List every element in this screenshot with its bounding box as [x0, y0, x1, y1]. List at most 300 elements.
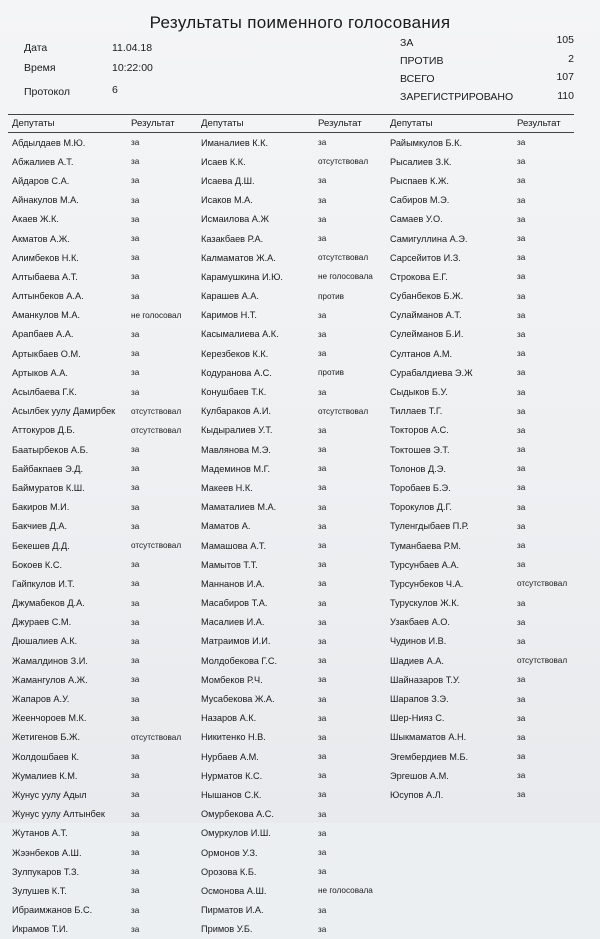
vote-result: за: [131, 828, 140, 838]
vote-result: отсутствовал: [318, 157, 369, 167]
deputy-name: Акаев Ж.К.: [12, 214, 59, 225]
total-value: 107: [556, 71, 574, 83]
vote-result: за: [131, 445, 140, 455]
vote-result: за: [318, 464, 327, 474]
table-row: [8, 306, 574, 325]
total-label: ВСЕГО: [400, 73, 435, 85]
vote-result: отсутствовал: [517, 656, 568, 666]
deputy-name: Жеенчороев М.К.: [12, 713, 87, 724]
deputy-name: Аманкулов М.А.: [12, 310, 81, 321]
vote-result: за: [318, 502, 327, 512]
deputy-name: Султанов А.М.: [390, 348, 453, 359]
deputy-name: [386, 824, 513, 843]
vote-result: за: [131, 272, 140, 282]
vote-result: не голосовала: [318, 272, 373, 282]
deputy-name: Шарапов З.Э.: [390, 694, 449, 705]
vote-result: [513, 920, 574, 939]
vote-result: за: [517, 329, 526, 339]
deputy-name: Торокулов Д.Г.: [390, 502, 452, 513]
table-row: [8, 229, 574, 248]
vote-result: [513, 824, 574, 843]
vote-result: за: [517, 368, 526, 378]
deputy-name: Мамашова А.Т.: [201, 540, 267, 551]
vote-result: за: [131, 848, 140, 858]
deputy-name: Баймуратов К.Ш.: [12, 482, 85, 493]
date-label: Дата: [24, 42, 48, 54]
deputy-name: Райымкулов Б.К.: [390, 137, 462, 148]
vote-result: за: [131, 195, 140, 205]
deputy-name: Самигуллина А.Э.: [390, 233, 468, 244]
vote-result: отсутствовал: [517, 579, 568, 589]
table-row: [8, 344, 574, 363]
deputy-name: Ибраимжанов Б.С.: [12, 905, 93, 916]
deputy-name: Алтынбеков А.А.: [12, 291, 84, 302]
deputy-name: Жамалдинов З.И.: [12, 655, 88, 666]
vote-result: за: [517, 138, 526, 148]
deputy-name: Артыкбаев О.М.: [12, 348, 81, 359]
table-row: [8, 210, 574, 229]
deputy-name: Молдобекова Г.С.: [201, 655, 278, 666]
table-row: [8, 517, 574, 536]
vote-result: за: [318, 521, 327, 531]
vote-result: за: [318, 656, 327, 666]
table-row: [8, 862, 574, 881]
vote-result: отсутствовал: [131, 541, 182, 551]
vote-result: за: [517, 483, 526, 493]
vote-result: за: [517, 349, 526, 359]
deputy-name: Торобаев Б.Э.: [390, 482, 451, 493]
vote-result: за: [318, 349, 327, 359]
vote-result: за: [318, 732, 327, 742]
vote-result: за: [517, 560, 526, 570]
deputy-name: Туманбаева Р.М.: [390, 540, 461, 551]
table-row: [8, 689, 574, 708]
deputy-name: Аттокуров Д.Б.: [12, 425, 75, 436]
header-deputies: Депутаты: [386, 115, 513, 133]
deputy-name: Алтыбаева А.Т.: [12, 271, 78, 282]
deputy-name: Асылбек уулу Дамирбек: [12, 406, 116, 417]
vote-result: за: [131, 924, 140, 934]
vote-result: за: [318, 790, 327, 800]
table-row: [8, 171, 574, 190]
vote-result: за: [131, 579, 140, 589]
table-row: [8, 459, 574, 478]
table-row: [8, 478, 574, 497]
deputy-name: Токтошев Э.Т.: [390, 444, 450, 455]
deputy-name: Турускулов Ж.К.: [390, 598, 460, 609]
document-title: Результаты поименного голосования: [149, 13, 451, 32]
table-row: [8, 152, 574, 171]
vote-result: за: [318, 387, 327, 397]
vote-result: за: [131, 867, 140, 877]
vote-result: за: [318, 234, 327, 244]
vote-result: за: [318, 310, 327, 320]
vote-result: за: [318, 598, 327, 608]
protocol-value: 6: [112, 84, 118, 96]
deputy-name: Турсунбаев А.А.: [390, 559, 460, 570]
vote-result: за: [517, 387, 526, 397]
vote-result: за: [517, 272, 526, 282]
header-deputies: Депутаты: [197, 115, 314, 133]
deputy-name: Нышанов С.К.: [201, 789, 262, 800]
deputy-name: Жапаров А.У.: [12, 694, 70, 705]
vote-result: за: [318, 771, 327, 781]
deputy-name: Жунус уулу Адыл: [12, 789, 87, 800]
deputy-name: Исмаилова А.Ж: [201, 214, 269, 225]
deputy-name: Орозова К.Б.: [201, 866, 257, 877]
deputy-name: Примов У.Б.: [201, 924, 253, 935]
vote-result: за: [131, 368, 140, 378]
deputy-name: Масабиров Т.А.: [201, 598, 268, 609]
deputy-name: Мусабекова Ж.А.: [201, 694, 275, 705]
deputy-name: Мадеминов М.Г.: [201, 463, 271, 474]
deputy-name: Субанбеков Б.Ж.: [390, 291, 464, 302]
vote-result: за: [318, 560, 327, 570]
vote-result: за: [517, 406, 526, 416]
vote-result: [513, 901, 574, 920]
deputy-name: Сарсейитов И.З.: [390, 252, 461, 263]
deputy-name: Карамушкина И.Ю.: [201, 271, 283, 282]
deputy-name: Нурбаев А.М.: [201, 751, 259, 762]
registered-label: ЗАРЕГИСТРИРОВАНО: [400, 91, 514, 103]
deputy-name: Момбеков Р.Ч.: [201, 674, 263, 685]
deputy-name: [386, 862, 513, 881]
deputy-name: [386, 881, 513, 900]
vote-result: за: [517, 464, 526, 474]
vote-result: за: [517, 713, 526, 723]
table-row: [8, 248, 574, 267]
vote-result: отсутствовал: [318, 253, 369, 263]
vote-result: за: [131, 157, 140, 167]
vote-result: за: [131, 771, 140, 781]
deputy-name: Узакбаев А.О.: [390, 617, 450, 628]
vote-result: за: [131, 905, 140, 915]
table-row: [8, 440, 574, 459]
table-row: [8, 402, 574, 421]
deputy-name: Рысалиев З.К.: [390, 156, 452, 167]
vote-result: за: [131, 713, 140, 723]
table-row: [8, 766, 574, 785]
table-row: [8, 709, 574, 728]
vote-result: за: [517, 752, 526, 762]
vote-result: за: [517, 617, 526, 627]
vote-result: за: [517, 502, 526, 512]
deputy-name: Туленгдыбаев П.Р.: [390, 521, 469, 532]
deputy-name: Маматов А.: [201, 521, 251, 532]
vote-result: за: [131, 598, 140, 608]
deputy-name: Абдылдаев М.Ю.: [12, 137, 86, 148]
vote-result: за: [131, 636, 140, 646]
vote-result: [513, 862, 574, 881]
deputy-name: Жолдошбаев К.: [12, 751, 80, 762]
deputy-name: Шайназаров Т.У.: [390, 674, 461, 685]
deputy-name: Жээнбеков А.Ш.: [12, 847, 82, 858]
vote-result: за: [517, 598, 526, 608]
deputy-name: Жумалиев К.М.: [12, 770, 78, 781]
deputy-name: Омурбекова А.С.: [201, 809, 274, 820]
vote-result: за: [131, 617, 140, 627]
deputy-name: Дюшалиев А.К.: [12, 636, 78, 647]
table-row: [8, 651, 574, 670]
vote-result: отсутствовал: [131, 732, 182, 742]
vote-result: против: [318, 368, 345, 378]
table-row: [8, 574, 574, 593]
table-row: [8, 325, 574, 344]
deputy-name: Арапбаев А.А.: [12, 329, 74, 340]
vote-result: за: [517, 157, 526, 167]
deputy-name: Айдаров С.А.: [12, 175, 70, 186]
vote-result: за: [318, 138, 327, 148]
vote-result: за: [318, 713, 327, 723]
vote-result: не голосовала: [318, 886, 373, 896]
table-row: [8, 824, 574, 843]
vote-result: за: [517, 214, 526, 224]
deputy-name: Байбакпаев Э.Д.: [12, 463, 84, 474]
against-label: ПРОТИВ: [400, 55, 444, 67]
deputy-name: Гайпкулов И.Т.: [12, 578, 75, 589]
deputy-name: Касымалиева А.К.: [201, 329, 279, 340]
deputy-name: Пирматов И.А.: [201, 905, 264, 916]
table-row: [8, 747, 574, 766]
vote-result: за: [131, 176, 140, 186]
vote-result: за: [318, 848, 327, 858]
vote-result: за: [131, 214, 140, 224]
deputy-name: Шер-Нияз С.: [390, 713, 445, 724]
for-label: ЗА: [400, 37, 414, 49]
deputy-name: Исаев К.К.: [201, 156, 246, 167]
deputy-name: Жамангулов А.Ж.: [12, 674, 88, 685]
deputy-name: Каримов Н.Т.: [201, 310, 257, 321]
vote-result: за: [517, 234, 526, 244]
table-row: [8, 901, 574, 920]
deputy-name: Токторов А.С.: [390, 425, 449, 436]
table-row: [8, 287, 574, 306]
vote-result: за: [517, 445, 526, 455]
deputy-name: Рыспаев К.Ж.: [390, 175, 449, 186]
deputy-name: Жетигенов Б.Ж.: [12, 732, 81, 743]
deputy-name: Шыкмаматов А.Н.: [390, 732, 467, 743]
deputy-name: Керезбеков К.К.: [201, 348, 269, 359]
vote-result: за: [517, 694, 526, 704]
vote-result: за: [131, 752, 140, 762]
table-row: [8, 363, 574, 382]
deputy-name: Юсупов А.Л.: [390, 789, 444, 800]
deputy-name: Маматалиев М.А.: [201, 502, 277, 513]
vote-result: за: [131, 521, 140, 531]
vote-result: за: [318, 675, 327, 685]
deputy-name: Зулпукаров Т.З.: [12, 866, 80, 877]
vote-result: за: [318, 867, 327, 877]
deputy-name: Джураев С.М.: [12, 617, 72, 628]
vote-result: за: [318, 425, 327, 435]
deputy-name: Бакчиев Д.А.: [12, 521, 68, 532]
deputy-name: Матраимов И.И.: [201, 636, 271, 647]
table-header: [8, 115, 574, 133]
deputy-name: Мамытов Т.Т.: [201, 559, 258, 570]
deputy-name: Абжалиев А.Т.: [12, 156, 74, 167]
deputy-name: Бекешев Д.Д.: [12, 540, 70, 551]
table-row: [8, 920, 574, 939]
deputy-name: Джумабеков Д.А.: [12, 598, 85, 609]
vote-result: за: [131, 387, 140, 397]
table-row: [8, 843, 574, 862]
vote-result: за: [131, 138, 140, 148]
deputy-name: Зулушев К.Т.: [12, 885, 67, 896]
vote-result: за: [131, 291, 140, 301]
deputy-name: Чудинов И.В.: [390, 636, 447, 647]
vote-result: за: [517, 521, 526, 531]
vote-result: [513, 843, 574, 862]
vote-result: не голосовал: [131, 310, 182, 320]
header-result: Результат: [127, 115, 197, 133]
vote-result: за: [318, 541, 327, 551]
vote-result: за: [318, 483, 327, 493]
table-row: [8, 805, 574, 824]
deputy-name: Маннанов И.А.: [201, 578, 265, 589]
vote-result: за: [131, 502, 140, 512]
deputy-name: Эргешов А.М.: [390, 770, 449, 781]
vote-result: отсутствовал: [318, 406, 369, 416]
vote-result: [513, 881, 574, 900]
vote-result: за: [318, 752, 327, 762]
table-row: [8, 613, 574, 632]
table-row: [8, 594, 574, 613]
deputy-name: Осмонова А.Ш.: [201, 885, 267, 896]
table-row: [8, 267, 574, 286]
vote-result: за: [318, 809, 327, 819]
vote-result: за: [131, 560, 140, 570]
header-result: Результат: [314, 115, 386, 133]
deputy-name: Кодуранова А.С.: [201, 367, 272, 378]
table-row: [8, 670, 574, 689]
deputy-name: Калмаматов Ж.А.: [201, 252, 276, 263]
deputy-name: Кыдыралиев У.Т.: [201, 425, 273, 436]
deputy-name: Артыков А.А.: [12, 367, 68, 378]
vote-result: за: [517, 253, 526, 263]
vote-result: за: [517, 636, 526, 646]
deputy-name: Толонов Д.Э.: [390, 463, 446, 474]
deputy-name: Мавлянова М.Э.: [201, 444, 271, 455]
vote-result: за: [318, 924, 327, 934]
vote-result: за: [131, 329, 140, 339]
deputy-name: Сабиров М.Э.: [390, 195, 450, 206]
vote-result: за: [318, 828, 327, 838]
vote-result: за: [318, 176, 327, 186]
vote-result: за: [131, 886, 140, 896]
date-value: 11.04.18: [112, 42, 153, 54]
vote-result: за: [131, 675, 140, 685]
deputy-name: Карашев А.А.: [201, 291, 259, 302]
vote-result: за: [517, 176, 526, 186]
against-value: 2: [568, 53, 574, 65]
vote-result: за: [517, 675, 526, 685]
deputy-name: Асылбаева Г.К.: [12, 387, 77, 398]
vote-result: против: [318, 291, 345, 301]
voting-table: [8, 114, 574, 939]
vote-result: за: [131, 809, 140, 819]
deputy-name: Исаков М.А.: [201, 195, 253, 206]
table-row: [8, 421, 574, 440]
deputy-name: Казакбаев Р.А.: [201, 233, 264, 244]
header-deputies: Депутаты: [8, 115, 127, 133]
vote-result: за: [318, 905, 327, 915]
vote-result: за: [318, 329, 327, 339]
deputy-name: Исаева Д.Ш.: [201, 175, 255, 186]
table-row: [8, 191, 574, 210]
deputy-name: Икрамов Т.И.: [12, 924, 69, 935]
table-row: [8, 728, 574, 747]
table-row: [8, 785, 574, 804]
vote-result: за: [318, 636, 327, 646]
deputy-name: Сурабалдиева Э.Ж: [390, 367, 473, 378]
table-row: [8, 632, 574, 651]
deputy-name: Турсунбеков Ч.А.: [390, 578, 464, 589]
table-row: [8, 881, 574, 900]
time-value: 10:22:00: [112, 62, 153, 74]
vote-result: за: [318, 694, 327, 704]
vote-result: [513, 805, 574, 824]
deputy-name: Жунус уулу Алтынбек: [12, 809, 105, 820]
table-row: [8, 555, 574, 574]
deputy-name: Жутанов А.Т.: [12, 828, 68, 839]
deputy-name: Иманалиев К.К.: [201, 137, 269, 148]
vote-result: за: [131, 790, 140, 800]
deputy-name: Омуркулов И.Ш.: [201, 828, 271, 839]
for-value: 105: [556, 34, 574, 46]
deputy-name: Акматов А.Ж.: [12, 233, 70, 244]
deputy-name: Сулайманов А.Т.: [390, 310, 462, 321]
vote-result: за: [517, 790, 526, 800]
deputy-name: Макеев Н.К.: [201, 482, 253, 493]
deputy-name: Алимбеков Н.К.: [12, 252, 79, 263]
deputy-name: Тиллаев Т.Г.: [390, 406, 443, 417]
vote-result: за: [517, 541, 526, 551]
deputy-name: Баатырбеков А.Б.: [12, 444, 89, 455]
vote-result: за: [131, 253, 140, 263]
deputy-name: [386, 805, 513, 824]
vote-result: за: [131, 349, 140, 359]
deputy-name: Шадиев А.А.: [390, 655, 444, 666]
vote-result: отсутствовал: [131, 425, 182, 435]
deputy-name: Строкова Е.Г.: [390, 271, 448, 282]
deputy-name: Сулейманов Б.И.: [390, 329, 464, 340]
table-row: [8, 498, 574, 517]
deputy-name: [386, 920, 513, 939]
vote-result: за: [318, 214, 327, 224]
header-result: Результат: [513, 115, 574, 133]
vote-result: за: [517, 771, 526, 781]
vote-result: за: [517, 732, 526, 742]
deputy-name: [386, 901, 513, 920]
deputy-name: Бокоев К.С.: [12, 559, 63, 570]
deputy-name: Сыдыков Б.У.: [390, 387, 448, 398]
vote-result: за: [517, 310, 526, 320]
deputy-name: Айнакулов М.А.: [12, 195, 79, 206]
table-row: [8, 536, 574, 555]
vote-result: за: [517, 195, 526, 205]
vote-result: за: [318, 579, 327, 589]
vote-result: отсутствовал: [131, 406, 182, 416]
vote-result: за: [517, 291, 526, 301]
vote-result: за: [131, 694, 140, 704]
table-row: [8, 133, 574, 153]
vote-result: за: [131, 234, 140, 244]
vote-result: за: [318, 617, 327, 627]
deputy-name: Ормонов У.З.: [201, 847, 258, 858]
vote-result: за: [131, 656, 140, 666]
deputy-name: Конушбаев Т.К.: [201, 387, 267, 398]
deputy-name: Назаров А.К.: [201, 713, 257, 724]
